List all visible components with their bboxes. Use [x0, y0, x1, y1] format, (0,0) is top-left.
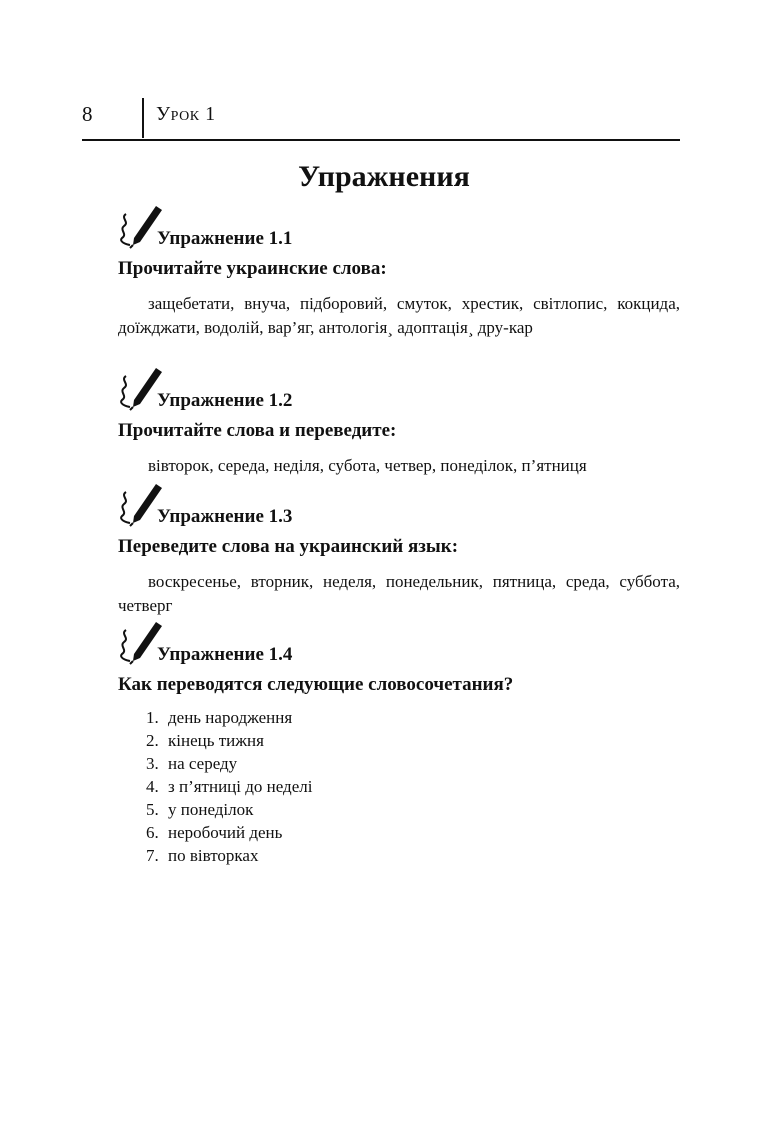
pen-icon — [118, 366, 162, 412]
phrase-list — [118, 706, 680, 867]
item-number: 3. — [146, 754, 159, 773]
exercise-task: Переведите слова на украинский язык: — [118, 536, 459, 557]
item-number: 7. — [146, 846, 159, 865]
exercise-heading — [118, 482, 680, 530]
list-item — [146, 752, 680, 775]
exercise-name: Упражнение 1.1 — [157, 228, 293, 249]
page-number: 8 — [82, 102, 93, 126]
exercise-1-1 — [118, 204, 680, 340]
lesson-title: Урок 1 — [156, 103, 216, 125]
item-text: неробочий день — [168, 823, 283, 842]
exercise-task: Прочитайте украинские слова: — [118, 258, 387, 279]
item-text: на середу — [168, 754, 238, 773]
item-text: кінець тижня — [168, 731, 264, 750]
list-item — [146, 798, 680, 821]
exercise-text: вівторок, середа, неділя, субота, четвер, понеділок, п’ятниця — [148, 456, 587, 475]
header-divider — [142, 98, 144, 138]
list-item — [146, 821, 680, 844]
exercise-heading — [118, 620, 680, 668]
item-number: 4. — [146, 777, 159, 796]
item-number: 5. — [146, 800, 159, 819]
page-title: Упражнения — [298, 160, 470, 193]
list-item — [146, 729, 680, 752]
exercise-text: защебетати, внуча, підборовий, смуток, хрестик, світлопис, кокцида, доїжджати, водолій, вар’яг, антологія¸ адоптація¸ дру-кар — [118, 294, 680, 337]
item-text: у понеділок — [168, 800, 254, 819]
pen-icon — [118, 620, 162, 666]
pen-icon — [118, 204, 162, 250]
exercise-1-2 — [118, 366, 680, 478]
header-rule — [82, 139, 680, 141]
item-text: по вівторках — [168, 846, 259, 865]
pen-icon — [118, 482, 162, 528]
item-text: день народження — [168, 708, 293, 727]
page-header — [82, 98, 680, 140]
exercise-name: Упражнение 1.4 — [157, 644, 293, 665]
exercise-heading — [118, 204, 680, 252]
exercise-1-3 — [118, 482, 680, 618]
list-item — [146, 844, 680, 867]
exercise-task: Как переводятся следующие словосочетания? — [118, 674, 514, 695]
list-item — [146, 706, 680, 729]
item-number: 6. — [146, 823, 159, 842]
exercise-name: Упражнение 1.3 — [157, 506, 293, 527]
item-text: з п’ятниці до неделі — [168, 777, 313, 796]
exercise-name: Упражнение 1.2 — [157, 390, 293, 411]
exercise-task: Прочитайте слова и переведите: — [118, 420, 397, 441]
item-number: 2. — [146, 731, 159, 750]
item-number: 1. — [146, 708, 159, 727]
exercise-heading — [118, 366, 680, 414]
exercise-1-4 — [118, 620, 680, 867]
list-item — [146, 775, 680, 798]
exercise-text: воскресенье, вторник, неделя, понедельник, пятница, среда, суббота, четверг — [118, 572, 680, 615]
